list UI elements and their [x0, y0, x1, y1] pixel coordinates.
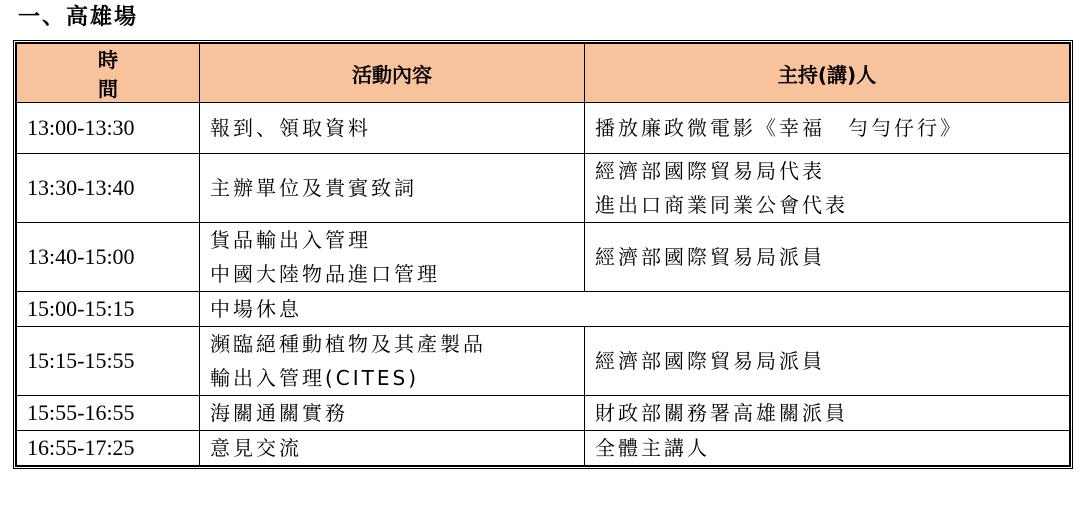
activity-cell	[200, 431, 585, 466]
activity-line: 瀕臨絕種動植物及其產製品	[210, 332, 486, 356]
time-cell: 13:30-13:40	[17, 154, 200, 223]
time-cell: 16:55-17:25	[17, 431, 200, 466]
activity-line: 中場休息	[210, 297, 302, 321]
host-line: 經濟部國際貿易局派員	[595, 349, 825, 373]
table-row	[17, 292, 1070, 327]
activity-line: 中國大陸物品進口管理	[210, 262, 440, 286]
time-cell: 15:00-15:15	[17, 292, 200, 327]
table-row	[17, 154, 1070, 223]
activity-line: 主辦單位及貴賓致詞	[210, 176, 417, 200]
host-cell	[585, 154, 1070, 223]
activity-line: 意見交流	[210, 436, 302, 460]
table-row	[17, 431, 1070, 466]
host-line: 進出口商業同業公會代表	[595, 193, 848, 217]
table-row	[17, 223, 1070, 292]
host-line: 財政部關務署高雄關派員	[595, 401, 848, 425]
activity-line: 海關通關實務	[210, 401, 348, 425]
host-line: 經濟部國際貿易局派員	[595, 245, 825, 269]
time-cell: 15:15-15:55	[17, 327, 200, 396]
activity-line: 報到、領取資料	[210, 116, 371, 140]
host-cell	[585, 396, 1070, 431]
activity-cell	[200, 327, 585, 396]
table-row	[17, 396, 1070, 431]
schedule-table-frame	[13, 40, 1073, 469]
host-line: 全體主講人	[595, 436, 710, 460]
table-header-row	[17, 44, 1070, 103]
host-cell	[585, 223, 1070, 292]
activity-cell	[200, 396, 585, 431]
time-cell: 13:00-13:30	[17, 103, 200, 154]
header-activity: 活動內容	[200, 44, 585, 103]
host-cell	[585, 103, 1070, 154]
host-line: 經濟部國際貿易局代表	[595, 159, 825, 183]
activity-line: 輸出入管理(CITES)	[210, 366, 420, 390]
header-time: 時 間	[17, 44, 200, 103]
host-line: 播放廉政微電影《幸福 勻勻仔行》	[595, 116, 963, 140]
header-host: 主持(講)人	[585, 44, 1070, 103]
activity-cell	[200, 292, 1070, 327]
host-cell	[585, 327, 1070, 396]
activity-cell	[200, 154, 585, 223]
time-cell: 15:55-16:55	[17, 396, 200, 431]
section-title: 一、高雄場	[18, 5, 139, 30]
table-row	[17, 103, 1070, 154]
activity-cell	[200, 223, 585, 292]
table-row	[17, 327, 1070, 396]
host-cell	[585, 431, 1070, 466]
time-cell: 13:40-15:00	[17, 223, 200, 292]
schedule-table	[16, 43, 1070, 466]
activity-cell	[200, 103, 585, 154]
activity-line: 貨品輸出入管理	[210, 228, 371, 252]
